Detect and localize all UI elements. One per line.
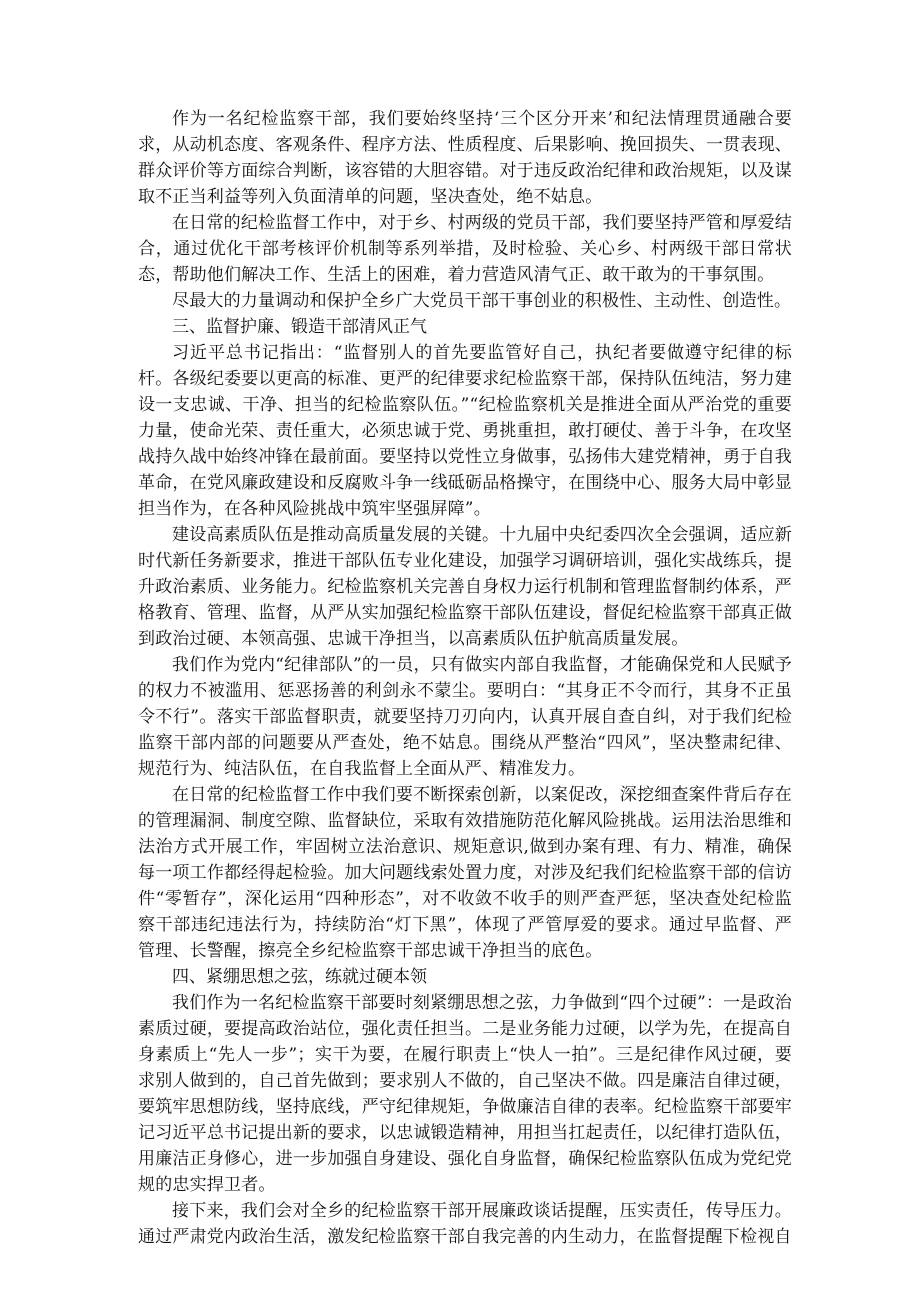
paragraph: 在日常的纪检监督工作中我们要不断探索创新，以案促改，深挖细查案件背后存在的管理漏洞、制度空隙、监督缺位，采取有效措施防范化解风险挑战。运用法治思维和法治方式开展工作，牢固树立法治意识、规矩意识,做到办案有理、有力、精准，确保每一项工作都经得起检验。加大问题线索处置力度，对涉及纪我们纪检监察干部的信访件“零暂存”，深化运用“四种形态”，对不收敛不收手的则严查严惩，坚决查处纪检监察干部违纪违法行为，持续防治“灯下黑”，体现了严管厚爱的要求。通过早监督、严管理、长警醒，擦亮全乡纪检监察干部忠诚干净担当的底色。 bbox=[138, 785, 792, 961]
paragraph: 建设高素质队伍是推动高质量发展的关键。十九届中央纪委四次全会强调，适应新时代新任务新要求，推进干部队伍专业化建设，加强学习调研培训，强化实战练兵，提升政治素质、业务能力。纪检监察机关完善自身权力运行机制和管理监督制约体系，严格教育、管理、监督，从严从实加强纪检监察干部队伍建设，督促纪检监察干部真正做到政治过硬、本领高强、忠诚干净担当，以高素质队伍护航高质量发展。 bbox=[138, 525, 792, 649]
paragraph: 接下来，我们会对全乡的纪检监察干部开展廉政谈话提醒，压实责任，传导压力。通过严肃党内政治生活，激发纪检监察干部自我完善的内生动力，在监督提醒下检视自 bbox=[138, 1201, 792, 1247]
paragraph: 作为一名纪检监察干部，我们要始终坚持‘三个区分开来’和纪法情理贯通融合要求，从动机态度、客观条件、程序方法、性质程度、后果影响、挽回损失、一贯表现、群众评价等方面综合判断，该容错的大胆容错。对于违反政治纪律和政治规矩，以及谋取不正当利益等列入负面清单的问题，坚决查处，绝不姑息。 bbox=[138, 109, 792, 207]
paragraph: 我们作为一名纪检监察干部要时刻紧绷思想之弦，力争做到“四个过硬”：一是政治素质过硬，要提高政治站位，强化责任担当。二是业务能力过硬，以学为先，在提高自身素质上“先人一步”；实干为要，在履行职责上“快人一拍”。三是纪律作风过硬，要求别人做到的，自己首先做到；要求别人不做的，自己坚决不做。四是廉洁自律过硬，要筑牢思想防线，坚持底线，严守纪律规矩，争做廉洁自律的表率。纪检监察干部要牢记习近平总书记提出新的要求，以忠诚锻造精神，用担当扛起责任，以纪律打造队伍，用廉洁正身修心，进一步加强自身建设、强化自身监督，确保纪检监察队伍成为党纪党规的忠实捍卫者。 bbox=[138, 993, 792, 1195]
paragraph: 尽最大的力量调动和保护全乡广大党员干部干事创业的积极性、主动性、创造性。 bbox=[172, 291, 792, 311]
section-heading: 四、紧绷思想之弦，练就过硬本领 bbox=[172, 967, 427, 987]
section-heading: 三、监督护廉、锻造干部清风正气 bbox=[172, 317, 427, 337]
paragraph: 我们作为党内“纪律部队”的一员，只有做实内部自我监督，才能确保党和人民赋予的权力不被滥用、惩恶扬善的利剑永不蒙尘。要明白：“其身正不令而行，其身不正虽令不行”。落实干部监督职责，就要坚持刀刃向内，认真开展自查自纠，对于我们纪检监察干部内部的问题要从严查处，绝不姑息。围绕从严整治“四风”，坚决整肃纪律、规范行为、纯洁队伍，在自我监督上全面从严、精准发力。 bbox=[138, 655, 792, 779]
paragraph: 习近平总书记指出：“监督别人的首先要监管好自己，执纪者要做遵守纪律的标杆。各级纪委要以更高的标准、更严的纪律要求纪检监察干部，保持队伍纯洁，努力建设一支忠诚、干净、担当的纪检监察队伍。”“纪检监察机关是推进全面从严治党的重要力量，使命光荣、责任重大，必须忠诚于党、勇挑重担，敢打硬仗、善于斗争，在攻坚战持久战中始终冲锋在最前面。要坚持以党性立身做事，弘扬伟大建党精神，勇于自我革命，在党风廉政建设和反腐败斗争一线砥砺品格操守，在围绕中心、服务大局中彰显担当作为，在各种风险挑战中筑牢坚强屏障”。 bbox=[138, 343, 792, 519]
document-body bbox=[138, 106, 792, 1250]
paragraph: 在日常的纪检监督工作中，对于乡、村两级的党员干部，我们要坚持严管和厚爱结合，通过优化干部考核评价机制等系列举措，及时检验、关心乡、村两级干部日常状态，帮助他们解决工作、生活上的困难，着力营造风清气正、敢干敢为的干事氛围。 bbox=[138, 213, 792, 285]
